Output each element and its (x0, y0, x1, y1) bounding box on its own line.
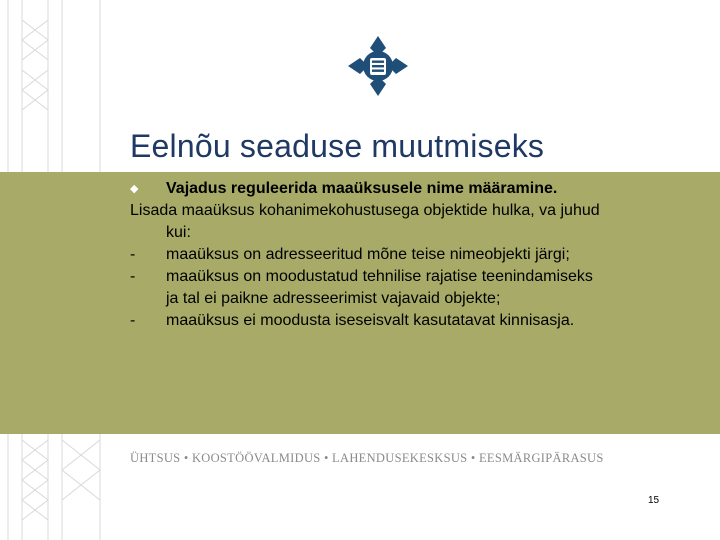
page-number: 15 (648, 495, 660, 506)
bullet-item (130, 178, 700, 200)
paragraph-line-2: kui: (166, 224, 191, 241)
slide-content (130, 178, 700, 332)
list-item-text: maaüksus on adresseeritud mõne teise nimeobjekti järgi; (166, 246, 570, 263)
intro-paragraph (130, 200, 700, 244)
list-item (130, 266, 700, 310)
list-item-text: maaüksus ei moodusta iseseisvalt kasutatavat kinnisasja. (166, 312, 575, 329)
coat-of-arms-emblem-icon (346, 34, 410, 98)
bullet-text: Vajadus reguleerida maaüksusele nime määramine. (166, 180, 558, 197)
slide-title: Eelnõu seaduse muutmiseks (130, 128, 545, 164)
list-item (130, 244, 700, 266)
footer-motto: ÜHTSUS • KOOSTÖÖVALMIDUS • LAHENDUSEKESKSUS • EESMÄRGIPÄRASUS (130, 451, 604, 465)
list-item-text: maaüksus on moodustatud tehnilise rajatise teenindamiseks (166, 268, 593, 285)
list-item (130, 310, 700, 332)
dash-marker: - (130, 246, 136, 263)
dash-marker: - (130, 312, 136, 329)
list-item-text-cont: ja tal ei paikne adresseerimist vajavaid objekte; (166, 290, 501, 307)
dash-marker: - (130, 268, 136, 285)
paragraph-line-1: Lisada maaüksus kohanimekohustusega objektide hulka, va juhud (130, 202, 600, 219)
diamond-bullet-icon: ◆ (130, 183, 139, 195)
